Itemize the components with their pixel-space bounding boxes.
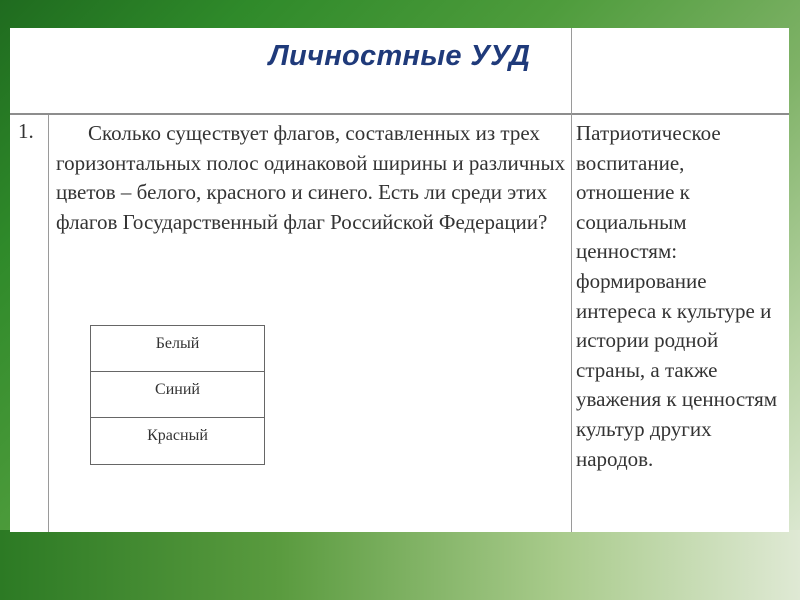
column-divider-1	[48, 115, 49, 532]
task-text: Сколько существует флагов, составленных из трех горизонтальных полос одинаковой ширины и различных цветов – белого, красного и синего. Есть ли среди этих флагов Государственный флаг Российской Федерации?	[56, 121, 566, 234]
flag-stripe-white: Белый	[91, 326, 264, 372]
table-row	[10, 115, 789, 532]
column-divider-2	[571, 115, 572, 532]
title-row	[10, 28, 789, 115]
flag-stripe-red: Красный	[147, 427, 208, 444]
slide-title: Личностные УУД	[268, 40, 531, 72]
title-divider	[571, 28, 572, 115]
goal-text: Патриотическое воспитание, отношение к социальным ценностям: формирование интереса к культуре и истории родной страны, а также уважения к ценностям культур других народов.	[576, 121, 778, 471]
background-band	[0, 530, 800, 600]
row-number: 1.	[18, 119, 34, 143]
flag-table	[90, 325, 265, 465]
flag-stripe-blue: Синий	[91, 372, 264, 418]
slide	[10, 28, 789, 532]
